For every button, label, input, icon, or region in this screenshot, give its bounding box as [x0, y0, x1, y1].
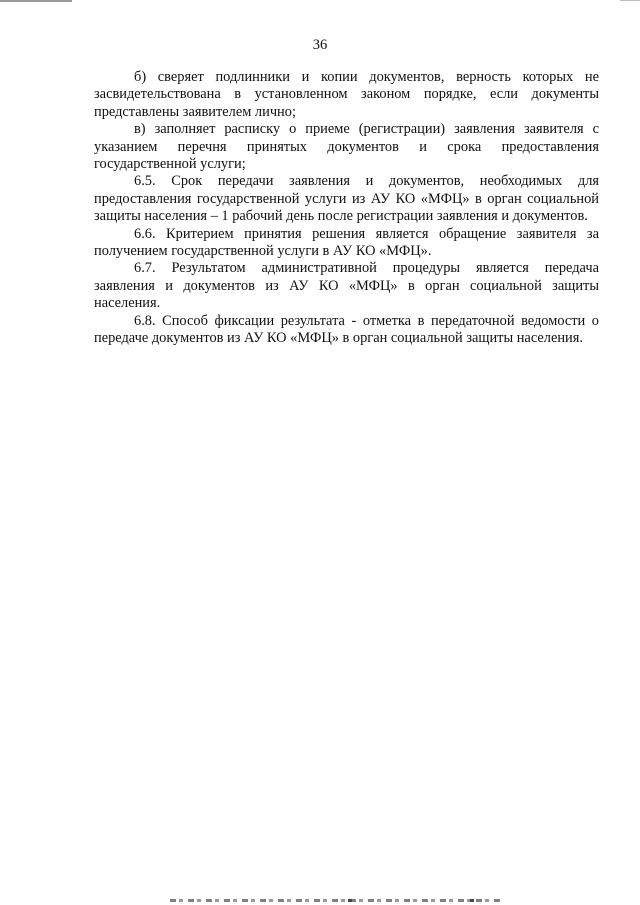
page-number: 36	[312, 37, 328, 53]
paragraph-v: в) заполняет расписку о приеме (регистрации) заявления заявителя с указанием перечня принятых документов и срока предоставления государственной услуги;	[94, 121, 599, 173]
scan-bottom-dot	[470, 899, 474, 902]
document-body	[94, 69, 599, 348]
scan-edge-mark-right	[620, 0, 640, 1]
scan-bottom-artifact	[170, 899, 500, 902]
scan-bottom-dot	[348, 899, 352, 902]
paragraph-6-6: 6.6. Критерием принятия решения является обращение заявителя за получением государственной услуги в АУ КО «МФЦ».	[94, 225, 599, 260]
paragraph-6-5: 6.5. Срок передачи заявления и документов, необходимых для предоставления государственной услуги из АУ КО «МФЦ» в орган социальной защиты населения – 1 рабочий день после регистрации заявления и документов.	[94, 173, 599, 225]
paragraph-6-7: 6.7. Результатом административной процедуры является передача заявления и документов из АУ КО «МФЦ» в орган социальной защиты населения.	[94, 260, 599, 312]
paragraph-b: б) сверяет подлинники и копии документов, верность которых не засвидетельствована в установленном законом порядке, если документы представлены заявителем лично;	[94, 69, 599, 120]
paragraph-6-8: 6.8. Способ фиксации результата - отметка в передаточной ведомости о передаче документов из АУ КО «МФЦ» в орган социальной защиты населения.	[94, 312, 599, 347]
scan-edge-mark	[0, 0, 72, 2]
